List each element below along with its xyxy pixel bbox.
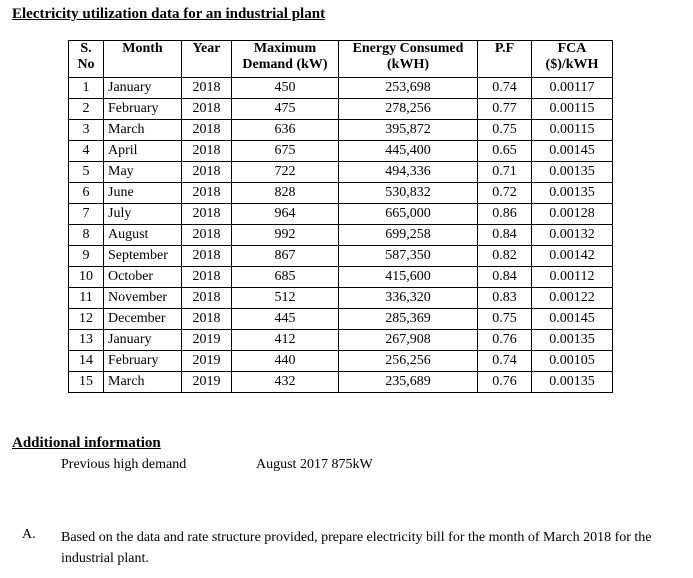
question-letter: A. — [22, 527, 36, 542]
cell-year: 2018 — [182, 288, 232, 309]
cell-sno: 6 — [69, 183, 104, 204]
header-fca: FCA ($)/kWH — [532, 41, 613, 78]
cell-max-demand: 475 — [232, 99, 339, 120]
cell-sno: 8 — [69, 225, 104, 246]
cell-year: 2019 — [182, 330, 232, 351]
cell-sno: 1 — [69, 78, 104, 99]
cell-month: March — [104, 120, 182, 141]
header-energy-consumed: Energy Consumed (kWH) — [339, 41, 478, 78]
cell-sno: 9 — [69, 246, 104, 267]
cell-power-factor: 0.84 — [478, 225, 532, 246]
cell-year: 2018 — [182, 162, 232, 183]
cell-fca: 0.00117 — [532, 78, 613, 99]
table-row — [69, 309, 613, 330]
cell-power-factor: 0.83 — [478, 288, 532, 309]
cell-power-factor: 0.76 — [478, 372, 532, 393]
cell-power-factor: 0.84 — [478, 267, 532, 288]
cell-month: January — [104, 78, 182, 99]
cell-fca: 0.00115 — [532, 120, 613, 141]
cell-fca: 0.00105 — [532, 351, 613, 372]
cell-fca: 0.00135 — [532, 372, 613, 393]
cell-energy-consumed: 253,698 — [339, 78, 478, 99]
cell-fca: 0.00135 — [532, 183, 613, 204]
cell-power-factor: 0.77 — [478, 99, 532, 120]
header-year: Year — [182, 41, 232, 78]
cell-fca: 0.00142 — [532, 246, 613, 267]
cell-year: 2018 — [182, 183, 232, 204]
cell-sno: 2 — [69, 99, 104, 120]
cell-max-demand: 512 — [232, 288, 339, 309]
document-title: Electricity utilization data for an industrial plant — [12, 6, 326, 22]
cell-max-demand: 685 — [232, 267, 339, 288]
cell-sno: 11 — [69, 288, 104, 309]
cell-energy-consumed: 587,350 — [339, 246, 478, 267]
cell-year: 2018 — [182, 78, 232, 99]
cell-fca: 0.00112 — [532, 267, 613, 288]
cell-max-demand: 992 — [232, 225, 339, 246]
cell-fca: 0.00145 — [532, 141, 613, 162]
cell-max-demand: 964 — [232, 204, 339, 225]
cell-max-demand: 450 — [232, 78, 339, 99]
cell-fca: 0.00115 — [532, 99, 613, 120]
cell-energy-consumed: 285,369 — [339, 309, 478, 330]
cell-month: June — [104, 183, 182, 204]
cell-month: February — [104, 99, 182, 120]
cell-power-factor: 0.74 — [478, 78, 532, 99]
cell-energy-consumed: 494,336 — [339, 162, 478, 183]
cell-month: May — [104, 162, 182, 183]
cell-year: 2018 — [182, 141, 232, 162]
cell-sno: 12 — [69, 309, 104, 330]
table-row — [69, 351, 613, 372]
cell-year: 2018 — [182, 267, 232, 288]
cell-year: 2018 — [182, 246, 232, 267]
cell-sno: 10 — [69, 267, 104, 288]
table-row — [69, 99, 613, 120]
cell-month: March — [104, 372, 182, 393]
table-row — [69, 204, 613, 225]
cell-energy-consumed: 415,600 — [339, 267, 478, 288]
cell-max-demand: 412 — [232, 330, 339, 351]
cell-max-demand: 828 — [232, 183, 339, 204]
cell-sno: 13 — [69, 330, 104, 351]
table-row — [69, 120, 613, 141]
cell-max-demand: 440 — [232, 351, 339, 372]
cell-year: 2019 — [182, 372, 232, 393]
cell-power-factor: 0.82 — [478, 246, 532, 267]
cell-month: February — [104, 351, 182, 372]
header-month: Month — [104, 41, 182, 78]
cell-fca: 0.00132 — [532, 225, 613, 246]
header-max-demand: Maximum Demand (kW) — [232, 41, 339, 78]
cell-power-factor: 0.76 — [478, 330, 532, 351]
cell-energy-consumed: 699,258 — [339, 225, 478, 246]
cell-max-demand: 675 — [232, 141, 339, 162]
additional-info-heading: Additional information — [12, 435, 161, 451]
table-row — [69, 330, 613, 351]
previous-high-demand-value: August 2017 875kW — [256, 457, 373, 472]
cell-year: 2019 — [182, 351, 232, 372]
cell-power-factor: 0.86 — [478, 204, 532, 225]
question-text: Based on the data and rate structure provided, prepare electricity bill for the month of March 2018 for the industrial plant. — [61, 530, 652, 566]
header-power-factor: P.F — [478, 41, 532, 78]
utilization-table — [68, 40, 613, 393]
table-row — [69, 141, 613, 162]
cell-power-factor: 0.75 — [478, 309, 532, 330]
table-row — [69, 288, 613, 309]
cell-fca: 0.00128 — [532, 204, 613, 225]
cell-sno: 3 — [69, 120, 104, 141]
cell-energy-consumed: 445,400 — [339, 141, 478, 162]
cell-fca: 0.00145 — [532, 309, 613, 330]
cell-month: July — [104, 204, 182, 225]
cell-fca: 0.00135 — [532, 162, 613, 183]
cell-month: August — [104, 225, 182, 246]
cell-power-factor: 0.65 — [478, 141, 532, 162]
cell-fca: 0.00135 — [532, 330, 613, 351]
cell-max-demand: 867 — [232, 246, 339, 267]
cell-max-demand: 445 — [232, 309, 339, 330]
cell-max-demand: 722 — [232, 162, 339, 183]
cell-power-factor: 0.72 — [478, 183, 532, 204]
cell-month: January — [104, 330, 182, 351]
table-row — [69, 78, 613, 99]
cell-energy-consumed: 235,689 — [339, 372, 478, 393]
cell-sno: 15 — [69, 372, 104, 393]
table-body — [69, 78, 613, 393]
table-row — [69, 267, 613, 288]
cell-year: 2018 — [182, 120, 232, 141]
previous-high-demand-label: Previous high demand — [61, 457, 187, 472]
table-row — [69, 183, 613, 204]
table-row — [69, 246, 613, 267]
cell-sno: 7 — [69, 204, 104, 225]
cell-max-demand: 432 — [232, 372, 339, 393]
cell-energy-consumed: 278,256 — [339, 99, 478, 120]
cell-energy-consumed: 665,000 — [339, 204, 478, 225]
table-row — [69, 372, 613, 393]
header-sno: S. No — [69, 41, 104, 78]
cell-energy-consumed: 256,256 — [339, 351, 478, 372]
cell-power-factor: 0.71 — [478, 162, 532, 183]
table-row — [69, 225, 613, 246]
cell-month: October — [104, 267, 182, 288]
cell-month: December — [104, 309, 182, 330]
cell-energy-consumed: 336,320 — [339, 288, 478, 309]
cell-energy-consumed: 267,908 — [339, 330, 478, 351]
cell-energy-consumed: 530,832 — [339, 183, 478, 204]
table-row — [69, 162, 613, 183]
cell-sno: 14 — [69, 351, 104, 372]
cell-month: April — [104, 141, 182, 162]
cell-sno: 5 — [69, 162, 104, 183]
cell-year: 2018 — [182, 204, 232, 225]
cell-year: 2018 — [182, 225, 232, 246]
cell-power-factor: 0.75 — [478, 120, 532, 141]
cell-month: November — [104, 288, 182, 309]
cell-year: 2018 — [182, 99, 232, 120]
cell-power-factor: 0.74 — [478, 351, 532, 372]
cell-sno: 4 — [69, 141, 104, 162]
cell-month: September — [104, 246, 182, 267]
cell-max-demand: 636 — [232, 120, 339, 141]
table-header-row — [69, 41, 613, 78]
cell-year: 2018 — [182, 309, 232, 330]
cell-fca: 0.00122 — [532, 288, 613, 309]
cell-energy-consumed: 395,872 — [339, 120, 478, 141]
